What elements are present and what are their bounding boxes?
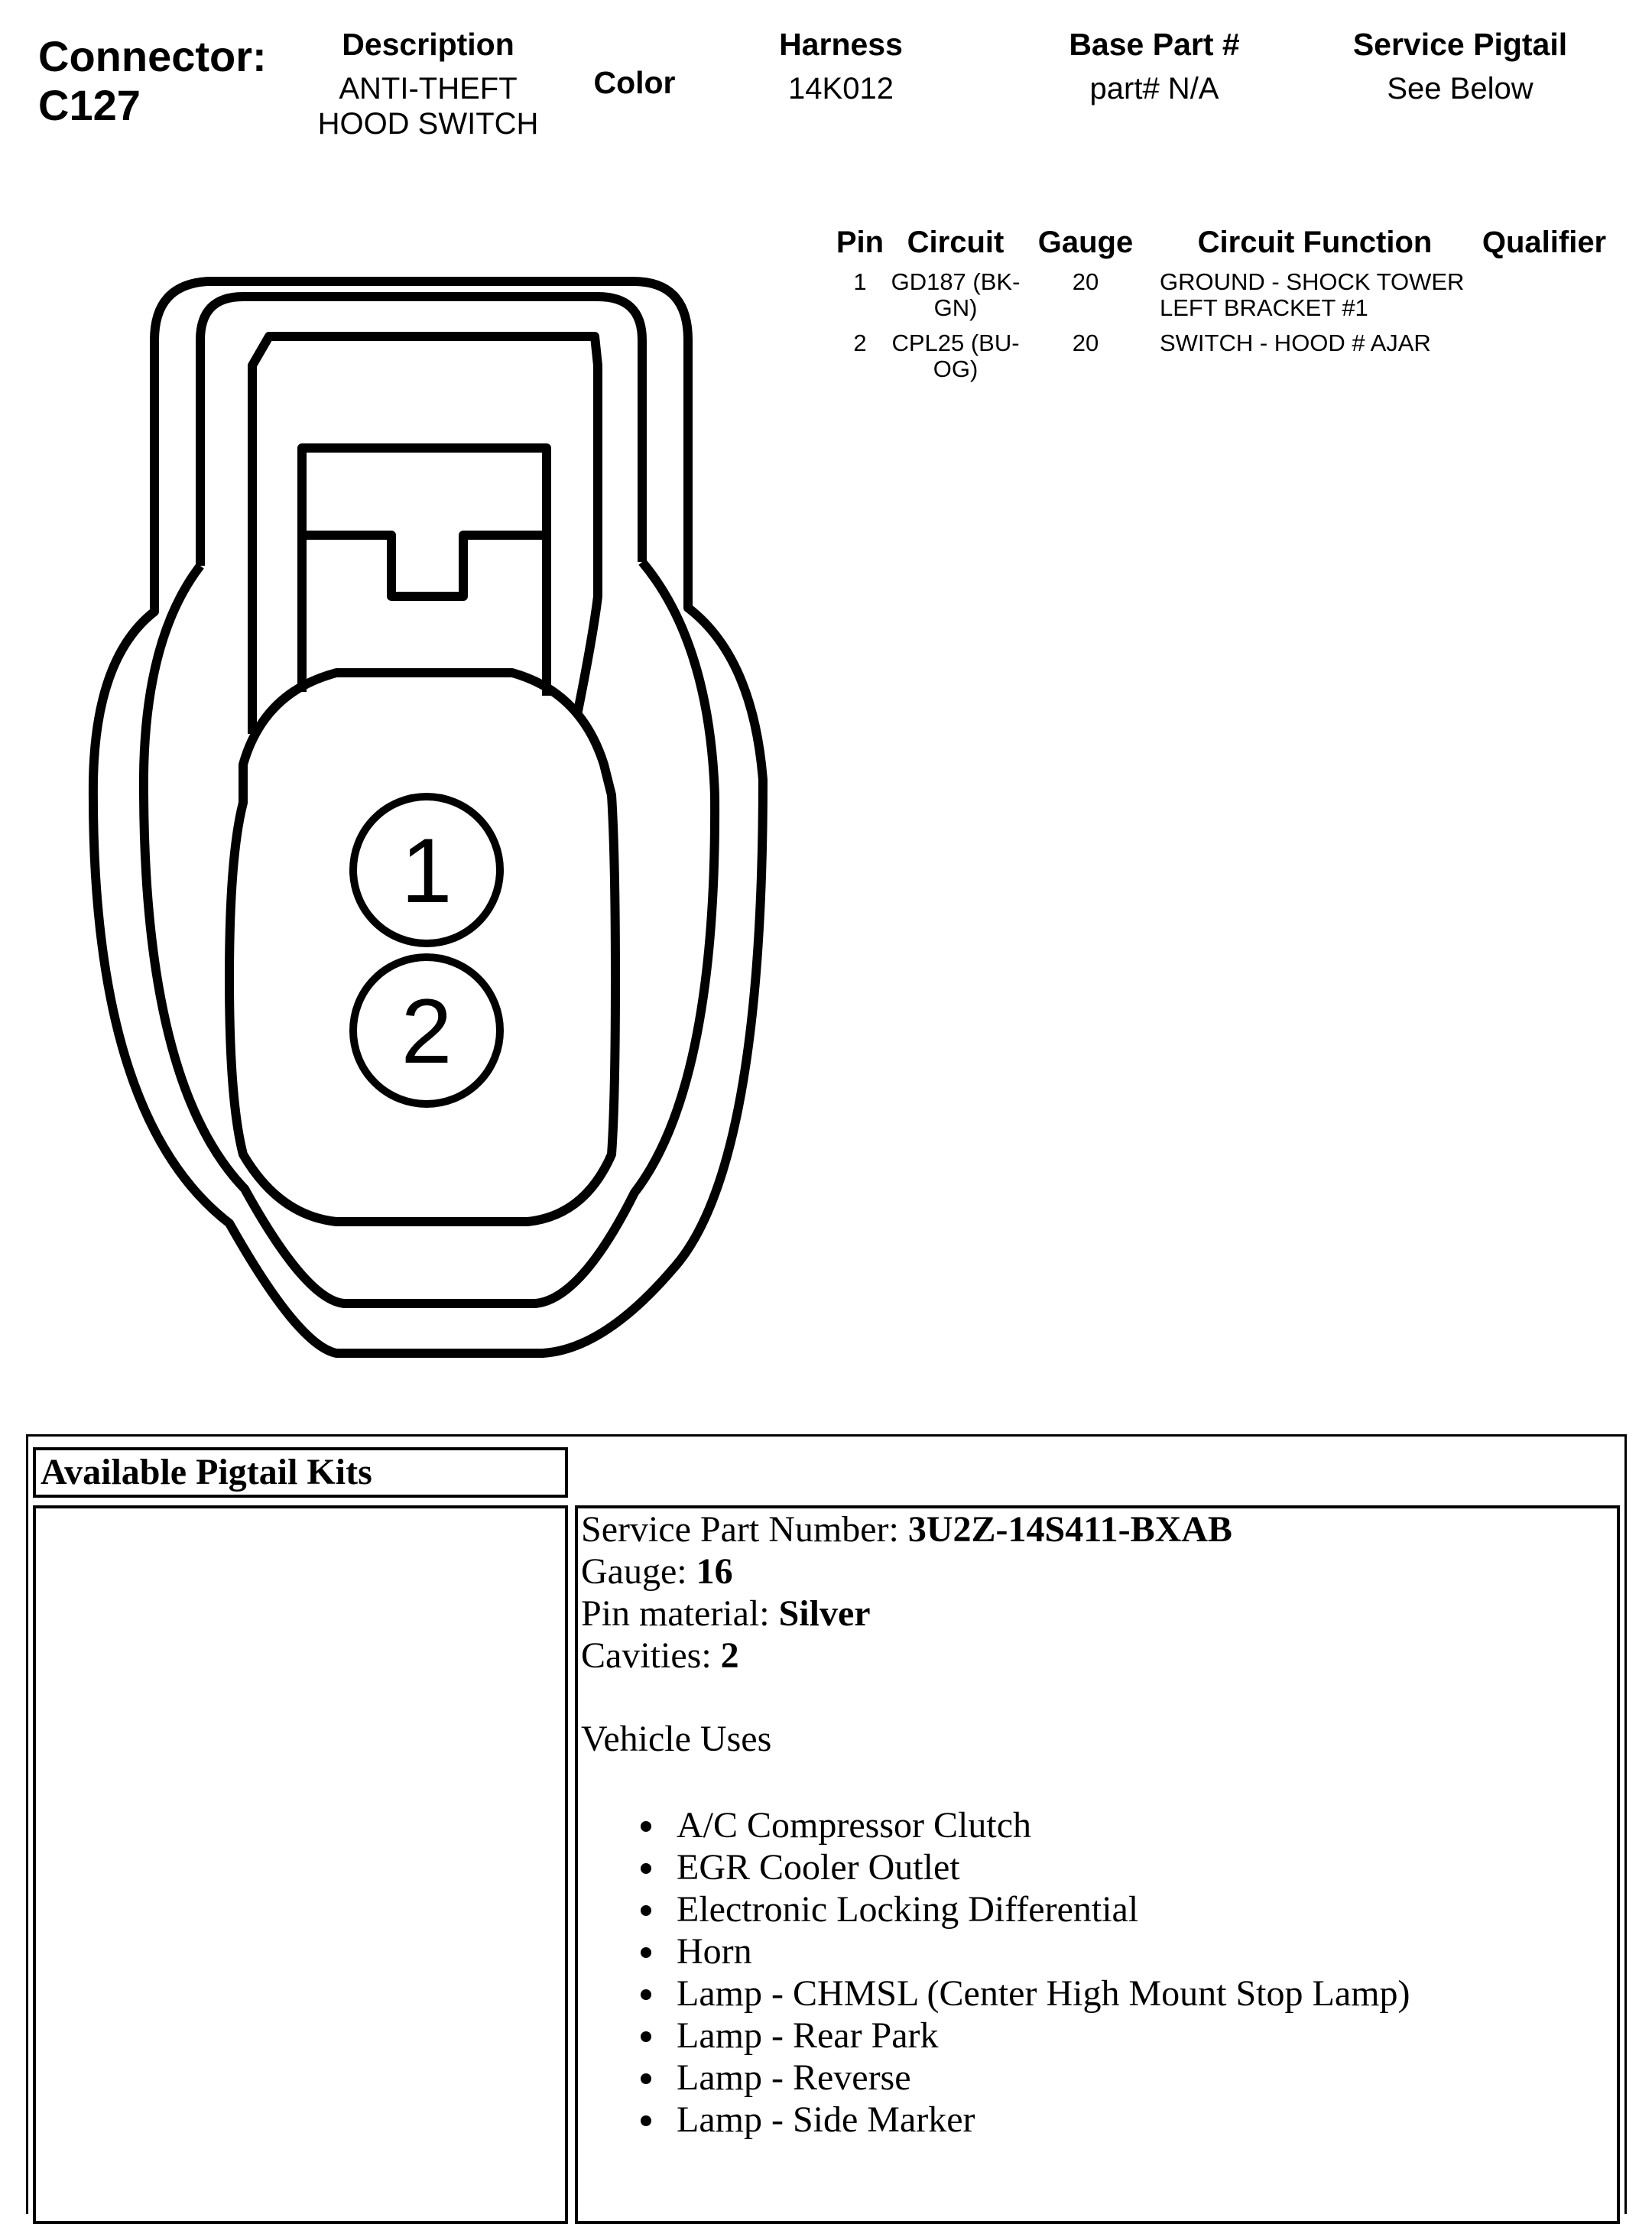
column-header-gauge: Gauge <box>1037 226 1134 259</box>
gauge-line <box>581 1550 1232 1593</box>
pin-number: 2 <box>853 330 867 356</box>
pigtail-image-cell <box>33 1505 568 2224</box>
pin-number: 1 <box>853 268 867 295</box>
pin-1-label: 1 <box>401 820 453 922</box>
list-item <box>581 1804 1410 1846</box>
circuit-function-cell <box>1151 260 1479 321</box>
circuit-function-cell <box>1151 321 1479 382</box>
column-header-pin: Pin <box>836 226 884 259</box>
bullet-icon <box>641 2031 651 2042</box>
vehicle-uses-list <box>581 1804 1410 2141</box>
circuit-line2: OG) <box>933 356 979 382</box>
bullet-icon <box>641 2073 651 2084</box>
list-item-label: A/C Compressor Clutch <box>677 1805 1031 1846</box>
cavities-value: 2 <box>720 1635 739 1676</box>
base-part-column <box>1024 26 1284 107</box>
connector-label: Connector: <box>38 32 267 80</box>
cavities-line <box>581 1635 1232 1677</box>
bullet-icon <box>641 1905 651 1916</box>
pin-2-label: 2 <box>401 980 453 1083</box>
gauge-value: 16 <box>696 1551 733 1592</box>
description-value-line2: HOOD SWITCH <box>317 107 539 141</box>
table-row <box>829 321 1609 382</box>
column-header-qualifier: Qualifier <box>1482 226 1607 259</box>
circuit-cell <box>891 260 1021 321</box>
bullet-icon <box>641 1863 651 1874</box>
bullet-icon <box>641 1821 651 1832</box>
bullet-icon <box>641 1989 651 2000</box>
pin-table-header-row <box>829 216 1609 260</box>
service-pigtail-value: See Below <box>1387 72 1534 106</box>
connector-face-diagram <box>0 0 803 1376</box>
gauge-cell: 20 <box>1072 268 1099 295</box>
service-pigtail-column <box>1315 26 1605 107</box>
description-header: Description <box>342 27 514 62</box>
list-item <box>581 2057 1410 2099</box>
pin-material-label: Pin material: <box>581 1593 779 1634</box>
pigtail-kits-title: Available Pigtail Kits <box>33 1447 568 1498</box>
harness-header: Harness <box>779 27 903 62</box>
list-item-label: Electronic Locking Differential <box>677 1889 1139 1930</box>
list-item <box>581 1888 1410 1930</box>
bullet-icon <box>641 1947 651 1958</box>
list-item-label: Lamp - CHMSL (Center High Mount Stop Lamp) <box>677 1973 1410 2014</box>
circuit-line2: GN) <box>933 294 978 321</box>
service-pigtail-header: Service Pigtail <box>1352 27 1568 62</box>
vehicle-uses-title: Vehicle Uses <box>581 1719 772 1759</box>
cavities-label: Cavities: <box>581 1635 721 1676</box>
service-part-line <box>581 1508 1232 1550</box>
description-value-line1: ANTI-THEFT <box>339 72 518 106</box>
column-header-circuit-function: Circuit Function <box>1197 226 1433 259</box>
table-row <box>829 260 1609 321</box>
circuit-line1: CPL25 (BU- <box>891 330 1020 356</box>
pin-material-value: Silver <box>778 1593 871 1634</box>
harness-value: 14K012 <box>788 72 894 106</box>
list-item <box>581 2015 1410 2057</box>
circuit-line1: GD187 (BK- <box>891 268 1021 295</box>
list-item <box>581 1972 1410 2015</box>
list-item-label: Lamp - Reverse <box>677 2057 911 2098</box>
qualifier-cell <box>1479 260 1609 321</box>
list-item-label: Lamp - Side Marker <box>677 2099 975 2140</box>
column-header-circuit: Circuit <box>907 226 1005 259</box>
latch-notch <box>302 535 547 596</box>
function-line1: GROUND - SHOCK TOWER <box>1160 268 1465 295</box>
function-line2: LEFT BRACKET #1 <box>1160 294 1368 321</box>
base-part-value: part# N/A <box>1089 72 1219 106</box>
latch-window <box>302 448 547 696</box>
qualifier-cell <box>1479 321 1609 382</box>
list-item <box>581 1846 1410 1888</box>
pin-table <box>829 216 1609 382</box>
base-part-header: Base Part # <box>1069 27 1240 62</box>
list-item-label: Lamp - Rear Park <box>677 2015 939 2056</box>
color-header: Color <box>593 65 676 100</box>
service-part-number: 3U2Z-14S411-BXAB <box>907 1509 1232 1550</box>
list-item-label: Horn <box>677 1931 752 1972</box>
list-item-label: EGR Cooler Outlet <box>677 1847 960 1888</box>
function-line1: SWITCH - HOOD # AJAR <box>1160 330 1431 356</box>
circuit-cell <box>891 321 1021 382</box>
gauge-label: Gauge: <box>581 1551 696 1592</box>
list-item <box>581 2099 1410 2141</box>
list-item <box>581 1930 1410 1972</box>
connector-id: C127 <box>38 81 141 129</box>
bullet-icon <box>641 2115 651 2126</box>
pin-cavity-face <box>229 673 615 1222</box>
gauge-cell: 20 <box>1072 330 1099 356</box>
service-part-label: Service Part Number: <box>581 1509 908 1550</box>
pin-material-line <box>581 1593 1232 1635</box>
pigtail-kit-info <box>581 1508 1232 1677</box>
